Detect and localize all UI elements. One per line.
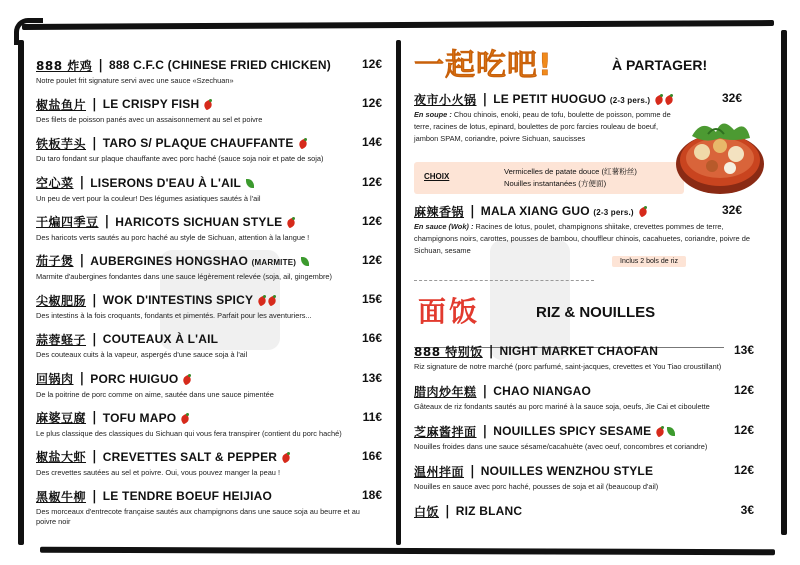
dish-name-cn: 尖椒肥肠 xyxy=(36,293,87,308)
dish-price: 12€ xyxy=(733,423,754,437)
dish-name-cn: 蒜蓉蛏子 xyxy=(36,332,87,347)
dish-name: LE PETIT HUOGUO (2-3 pers.) xyxy=(493,92,651,106)
rice-title-cn: 面饭 xyxy=(418,295,481,328)
dish-price: 12€ xyxy=(361,252,382,267)
dish-name: CHAO NIANGAO xyxy=(493,384,591,398)
left-menu-column xyxy=(36,56,382,531)
share-title-cn: 一起吃吧! xyxy=(414,48,553,83)
choix-label: CHOIX xyxy=(424,172,450,181)
dish-description: Gâteaux de riz fondants sautés au porc mariné à la sauce soja, oeufs, Jie Cai et ciboulette xyxy=(414,402,710,411)
dish-description: De la poitrine de porc comme on aime, sautée dans une sauce pimentée xyxy=(36,389,274,399)
menu-item-xiangguo: 麻辣香锅 | MALA XIANG GUO (2-3 pers.) 32€ En sauce (Wok) : Racines de lotus, poulet, champignons shiitake, crevettes pommes de terre, champignons noirs, carottes, pousses de bambou, chouffleur chinois, cacahuetes, coriandre, poivre de Sichuan, sesame Inclus 2 bols de riz xyxy=(414,202,768,264)
dish-price: 15€ xyxy=(361,292,382,307)
dish-name-cn: 空心菜 xyxy=(36,176,74,191)
dish-name: HARICOTS SICHUAN STYLE xyxy=(115,214,283,229)
dish-name: 888 C.F.C (CHINESE FRIED CHICKEN) xyxy=(108,58,331,72)
chili-icon xyxy=(298,138,308,148)
chili-icon xyxy=(257,295,267,305)
chili-icon xyxy=(203,99,213,109)
dish-name: TARO S/ PLAQUE CHAUFFANTE xyxy=(102,136,294,151)
leaf-icon xyxy=(300,256,310,266)
rice-title-en: RIZ & NOUILLES xyxy=(536,304,656,321)
chili-icon xyxy=(182,374,192,384)
brush-border-right xyxy=(781,30,787,535)
dish-name-cn: 腊肉炒年糕 xyxy=(414,384,477,399)
menu-item: 空心菜 | LISERONS D'EAU À L'AIL 12€ Un peu de vert pour la couleur! Des légumes asiatiques sautés à l'ail xyxy=(36,174,382,203)
dish-price: 12€ xyxy=(361,96,382,111)
menu-item: 尖椒肥肠 | WOK D'INTESTINS SPICY 15€ Des intestins à la fois croquants, fondants et pimentés. Parfait pour les aventuriers... xyxy=(36,292,382,321)
menu-item: 888 炸鸡 | 888 C.F.C (CHINESE FRIED CHICKEN) 12€ Notre poulet frit signature servi avec une sauce «Szechuan» xyxy=(36,57,382,85)
dish-name-cn: 888 炸鸡 xyxy=(36,58,93,73)
dish-description: Nouilles en sauce avec porc haché, pousses de soja et ail (beaucoup d'ail) xyxy=(414,482,659,491)
dish-description: Des filets de poisson panés avec un assaisonnement au sel et poivre xyxy=(36,115,263,125)
dish-price: 16€ xyxy=(361,448,382,463)
dish-price: 12€ xyxy=(733,463,754,477)
chili-icon xyxy=(654,94,664,104)
dish-description: Des crevettes sautées au sel et poivre. Oui, vous pouvez manger la peau ! xyxy=(36,467,281,477)
dish-name: RIZ BLANC xyxy=(455,504,523,518)
leaf-icon xyxy=(666,426,676,436)
dish-name-cn: 回锅肉 xyxy=(36,372,74,386)
menu-item: 温州拌面 | NOUILLES WENZHOU STYLE 12€ Nouilles en sauce avec porc haché, pousses de soja et ail (beaucoup d'ail) xyxy=(414,462,768,502)
menu-item: 回锅肉 | PORC HUIGUO 13€ De la poitrine de porc comme on aime, sautée dans une sauce pimentée xyxy=(36,370,382,399)
dish-description: Des haricots verts sautés au porc haché au style de Sichuan, attention à la langue ! xyxy=(36,232,310,242)
dish-name-cn: 椒盐鱼片 xyxy=(36,97,87,112)
menu-item: 椒盐大虾 | CREVETTES SALT & PEPPER 16€ Des crevettes sautées au sel et poivre. Oui, vous pouvez manger la peau ! xyxy=(36,448,382,477)
choix-box xyxy=(414,162,684,194)
dish-description: Nouilles froides dans une sauce sésame/cacahuète (avec oeuf, concombres et coriandre) xyxy=(414,442,708,451)
dish-name-cn: 麻婆豆腐 xyxy=(36,411,87,426)
dish-name-cn: 干煸四季豆 xyxy=(36,215,99,230)
included-rice-badge: Inclus 2 bols de riz xyxy=(612,256,686,267)
dish-price: 12€ xyxy=(361,213,382,228)
menu-item: 黑椒牛柳 | LE TENDRE BOEUF HEIJIAO 18€ Des morceaux d'entrecote française sautés aux champignons dans une sauce soja au beurre et au poivre noir xyxy=(36,488,382,527)
chili-icon xyxy=(655,426,665,436)
choix-options: Vermicelles de patate douce (红薯粉丝) Nouilles instantanées (方便面) xyxy=(504,167,637,188)
dish-description: En sauce (Wok) : Racines de lotus, poulet, champignons shiitake, crevettes pommes de terre, champignons noirs, carottes, pousses de bambou, chouffleur chinois, cacahuetes, coriandre, poivre de Sichuan, sesame xyxy=(414,222,750,255)
menu-item-huoguo: 夜市小火锅 | LE PETIT HUOGUO (2-3 pers.) 32€ En soupe : Chou chinois, enoki, peau de tofu, boulette de poisson, pomme de terre, racines de lotus, epinard, boulettes de porc farcies rouleau de boeuf, jambon SPAM, coriandre, poivre Sichuan, saucisses xyxy=(414,91,742,143)
dish-description: Du taro fondant sur plaque chauffante avec porc haché (sauce soja noir et pate de soja) xyxy=(36,154,324,164)
chili-icon xyxy=(281,452,291,462)
dish-description: Riz signature de notre marché (porc parfumé, saint-jacques, crevettes et You Tiao croustillant) xyxy=(414,362,722,371)
dish-description: Un peu de vert pour la couleur! Des légumes asiatiques sautés à l'ail xyxy=(36,193,261,203)
dish-name-cn: 888 特别饭 xyxy=(414,344,483,359)
dish-description: Des morceaux d'entrecote française sautés aux champignons dans une sauce soja au beurre et au poivre noir xyxy=(36,507,360,527)
dish-name-cn: 铁板芋头 xyxy=(36,136,87,151)
dish-name-cn: 芝麻酱拌面 xyxy=(414,424,477,439)
brush-divider xyxy=(396,40,401,545)
menu-item: 椒盐鱼片 | LE CRISPY FISH 12€ Des filets de poisson panés avec un assaisonnement au sel et poivre xyxy=(36,96,382,125)
menu-item: 蒜蓉蛏子 | COUTEAUX À L'AIL 16€ Des couteaux cuits à la vapeur, aspergés d'une sauce soja à l'ail xyxy=(36,331,382,360)
share-title-en: À PARTAGER! xyxy=(612,57,708,73)
menu-item: 麻婆豆腐 | TOFU MAPO 11€ Le plus classique des classiques du Sichuan qui vous fera transpirer (contient du porc haché) xyxy=(36,409,382,438)
dish-price: 32€ xyxy=(721,203,742,217)
menu-item: 干煸四季豆 | HARICOTS SICHUAN STYLE 12€ Des haricots verts sautés au porc haché au style de Sichuan, attention à la langue ! xyxy=(36,213,382,242)
dish-name: PORC HUIGUO xyxy=(90,371,179,386)
dish-name-cn: 黑椒牛柳 xyxy=(36,489,87,504)
dish-name: LE CRISPY FISH xyxy=(102,97,200,112)
dish-name: CREVETTES SALT & PEPPER xyxy=(102,449,278,464)
dish-price: 12€ xyxy=(361,57,382,71)
chili-icon xyxy=(638,206,648,216)
dish-name: LE TENDRE BOEUF HEIJIAO xyxy=(102,489,273,504)
dish-name: MALA XIANG GUO (2-3 pers.) xyxy=(480,204,634,218)
dish-description: Des couteaux cuits à la vapeur, aspergés d'une sauce soja à l'ail xyxy=(36,350,248,360)
menu-item: 茄子煲 | AUBERGINES HONGSHAO (MARMITE) 12€ Marmite d'aubergines fondantes dans une sauce légèrement relevée (soja, ail, gingembre) xyxy=(36,252,382,281)
brush-border-left xyxy=(18,40,24,545)
rice-section-header xyxy=(414,286,768,328)
dish-name: TOFU MAPO xyxy=(102,410,177,425)
chili-icon xyxy=(664,94,674,104)
dish-name: WOK D'INTESTINS SPICY xyxy=(102,293,254,308)
menu-item: 芝麻酱拌面 | NOUILLES SPICY SESAME 12€ Nouilles froides dans une sauce sésame/cacahuète (avec oeuf, concombres et coriandre) xyxy=(414,422,768,462)
dish-name-cn: 白饭 xyxy=(414,504,440,519)
dish-price: 16€ xyxy=(361,331,382,346)
dish-name-cn: 夜市小火锅 xyxy=(414,92,477,107)
menu-item: 腊肉炒年糕 | CHAO NIANGAO 12€ Gâteaux de riz fondants sautés au porc mariné à la sauce soja, oeufs, Jie Cai et ciboulette xyxy=(414,382,768,422)
dish-description: Le plus classique des classiques du Sichuan qui vous fera transpirer (contient du porc haché) xyxy=(36,428,342,438)
chili-icon xyxy=(267,295,277,305)
rice-noodles-list xyxy=(414,342,768,542)
dish-price: 32€ xyxy=(721,91,742,105)
menu-item: 铁板芋头 | TARO S/ PLAQUE CHAUFFANTE 14€ Du taro fondant sur plaque chauffante avec porc haché (sauce soja noir et pate de soja) xyxy=(36,135,382,164)
dish-name: NOUILLES WENZHOU STYLE xyxy=(480,464,654,478)
dish-name-cn: 椒盐大虾 xyxy=(36,450,87,465)
dish-price: 12€ xyxy=(733,383,754,397)
dish-name-cn: 茄子煲 xyxy=(36,254,74,269)
chili-icon xyxy=(286,217,296,227)
share-section-header xyxy=(414,40,768,82)
dish-description: En soupe : Chou chinois, enoki, peau de tofu, boulette de poisson, pomme de terre, racines de lotus, epinard, boulettes de porc farcies rouleau de boeuf, jambon SPAM, coriandre, poivre Sichuan, saucisses xyxy=(414,110,671,143)
dish-price: 3€ xyxy=(740,503,754,517)
dish-price: 13€ xyxy=(361,370,382,385)
hotpot-illustration-icon xyxy=(672,112,768,198)
dish-name: LISERONS D'EAU À L'AIL xyxy=(90,175,242,190)
dish-price: 11€ xyxy=(362,409,382,424)
dish-description: Notre poulet frit signature servi avec une sauce «Szechuan» xyxy=(36,76,234,85)
dish-price: 18€ xyxy=(361,488,382,503)
brush-border-top xyxy=(22,20,774,30)
dish-name: COUTEAUX À L'AIL xyxy=(102,332,219,347)
brush-hook-decoration xyxy=(14,18,43,45)
dish-description: Des intestins à la fois croquants, fondants et pimentés. Parfait pour les aventuriers... xyxy=(36,311,312,321)
dish-price: 14€ xyxy=(361,135,382,150)
dish-description: Marmite d'aubergines fondantes dans une sauce légèrement relevée (soja, ail, gingembre) xyxy=(36,271,332,281)
section-divider xyxy=(414,280,594,281)
dish-name: AUBERGINES HONGSHAO (MARMITE) xyxy=(90,253,297,268)
brush-border-bottom xyxy=(40,547,775,556)
menu-item: 888 特别饭 | NIGHT MARKET CHAOFAN 13€ Riz signature de notre marché (porc parfumé, saint-jacques, crevettes et You Tiao croustillant) xyxy=(414,342,768,382)
menu-item: 白饭 | RIZ BLANC 3€ xyxy=(414,503,754,519)
dish-price: 13€ xyxy=(733,343,754,357)
dish-name: NOUILLES SPICY SESAME xyxy=(493,424,652,438)
dish-name-cn: 温州拌面 xyxy=(414,464,465,479)
dish-name: NIGHT MARKET CHAOFAN xyxy=(499,344,659,358)
chili-icon xyxy=(180,413,190,423)
dish-price: 12€ xyxy=(361,174,382,189)
leaf-icon xyxy=(245,178,255,188)
dish-name-cn: 麻辣香锅 xyxy=(414,204,465,219)
